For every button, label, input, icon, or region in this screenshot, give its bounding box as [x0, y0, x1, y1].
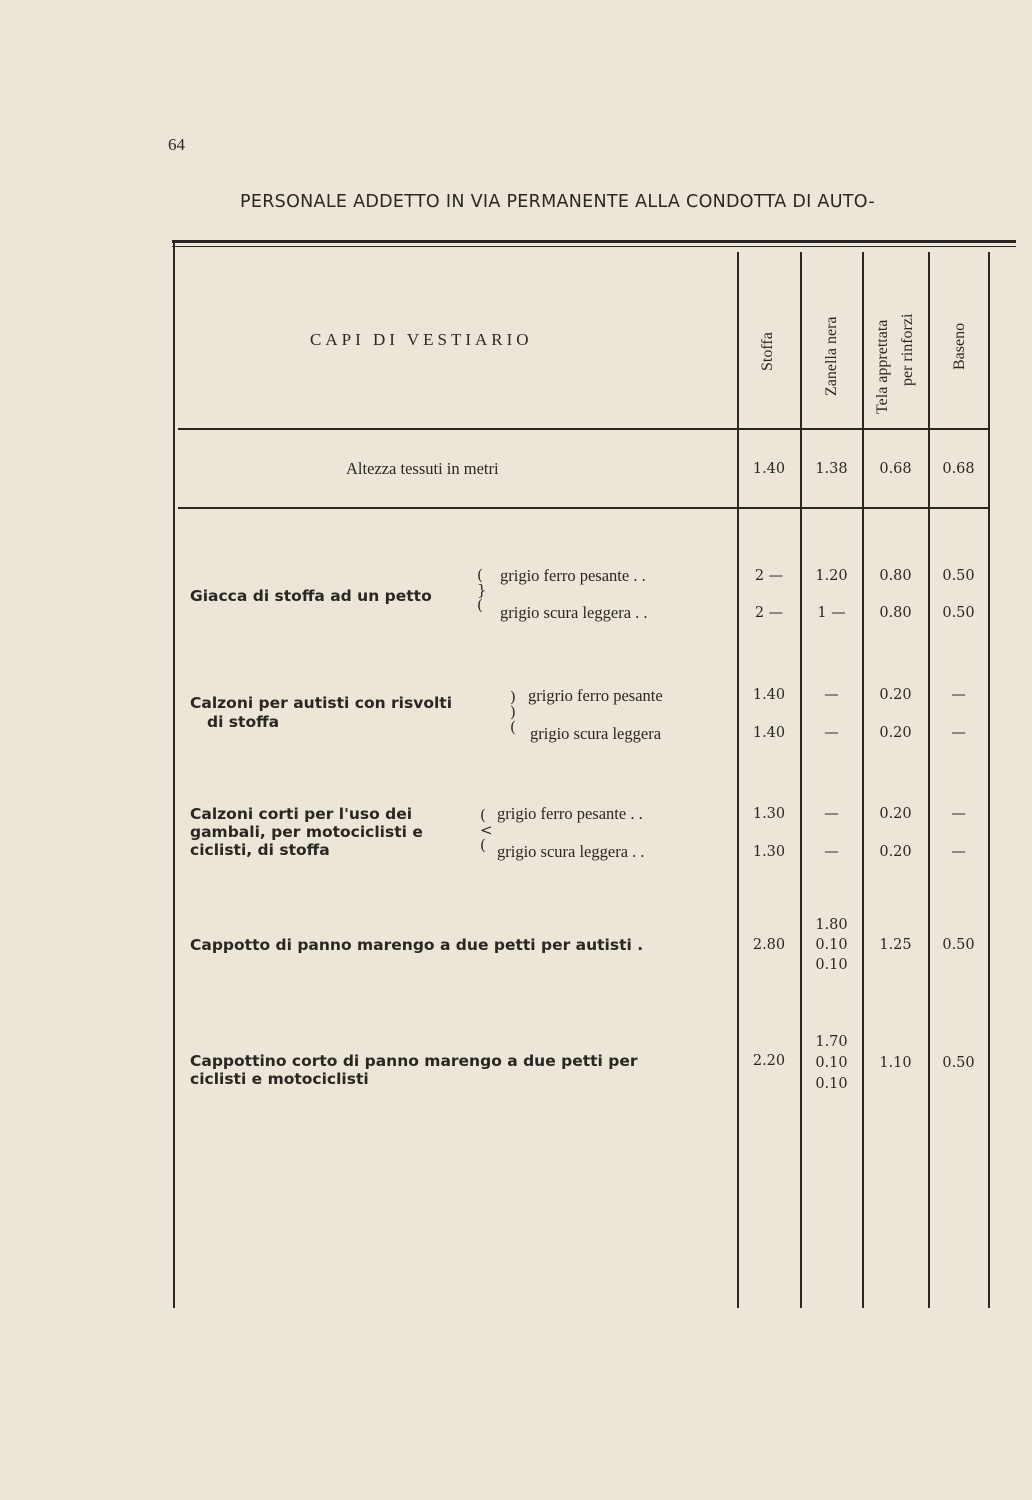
- item-variant: grigio scura leggera . .: [497, 842, 645, 861]
- item-name: Cappotto di panno marengo a due petti per autisti .: [190, 936, 644, 954]
- value-cell: 0.20: [879, 844, 912, 860]
- value-cell: —: [824, 844, 839, 860]
- height-value: 0.68: [942, 461, 975, 477]
- value-cell: 0.50: [942, 937, 975, 953]
- value-cell: 1.25: [879, 937, 912, 953]
- item-variant: grigio scura leggera . .: [500, 603, 648, 622]
- value-cell: 1.40: [752, 687, 786, 703]
- value-cell: 2 —: [754, 605, 784, 621]
- value-cell: 0.50: [942, 568, 975, 584]
- item-name: gambali, per motociclisti e: [190, 823, 423, 841]
- value-cell: 0.10: [815, 957, 848, 973]
- height-value: 0.68: [879, 461, 912, 477]
- item-variant: grigio scura leggera: [530, 724, 662, 743]
- value-cell: 0.50: [942, 605, 975, 621]
- value-cell: —: [951, 725, 966, 741]
- value-cell: 1.70: [815, 1034, 848, 1050]
- column-header-baseno: Baseno: [951, 322, 968, 370]
- height-value: 1.40: [752, 461, 786, 477]
- value-cell: 1.10: [879, 1055, 912, 1071]
- value-cell: 2.20: [752, 1053, 786, 1069]
- value-cell: 1.80: [815, 917, 848, 933]
- value-cell: 0.80: [879, 605, 912, 621]
- item-name: ciclisti e motociclisti: [190, 1070, 369, 1088]
- column-header-tela-2: per rinforzi: [899, 313, 916, 386]
- item-name: ciclisti, di stoffa: [190, 841, 330, 859]
- item-name: Cappottino corto di panno marengo a due petti per: [190, 1052, 638, 1070]
- value-cell: 0.20: [879, 725, 912, 741]
- value-cell: 1.40: [752, 725, 786, 741]
- column-header-capi: CAPI DI VESTIARIO: [310, 330, 533, 349]
- page-number: 64: [168, 135, 185, 154]
- value-cell: —: [951, 806, 966, 822]
- column-header-stoffa: Stoffa: [759, 332, 776, 371]
- item-name: Calzoni corti per l'uso dei: [190, 805, 413, 823]
- value-cell: —: [824, 687, 839, 703]
- column-header-zanella: Zanella nera: [823, 316, 840, 396]
- brace: ) ) (: [510, 688, 516, 736]
- item-name: Calzoni per autisti con risvolti: [190, 694, 453, 712]
- value-cell: —: [951, 844, 966, 860]
- value-cell: 0.20: [879, 687, 912, 703]
- value-cell: 2 —: [754, 568, 784, 584]
- value-cell: 0.50: [942, 1055, 975, 1071]
- brace: ( < (: [480, 806, 493, 854]
- item-name: di stoffa: [207, 713, 280, 731]
- item-variant: grigio ferro pesante . .: [500, 566, 646, 585]
- height-value: 1.38: [815, 461, 848, 477]
- item-variant: grigio ferro pesante . .: [497, 804, 643, 823]
- value-cell: —: [951, 687, 966, 703]
- value-cell: 0.20: [879, 806, 912, 822]
- item-variant: grigrio ferro pesante: [528, 686, 663, 705]
- value-cell: 1.20: [815, 568, 848, 584]
- item-name: Giacca di stoffa ad un petto: [190, 587, 432, 605]
- value-cell: —: [824, 806, 839, 822]
- value-cell: 0.10: [815, 1055, 848, 1071]
- value-cell: 1.30: [752, 806, 786, 822]
- column-header-tela-1: Tela apprettata: [874, 319, 891, 414]
- value-cell: —: [824, 725, 839, 741]
- value-cell: 0.10: [815, 937, 848, 953]
- page-title: PERSONALE ADDETTO IN VIA PERMANENTE ALLA CONDOTTA DI AUTO-: [240, 192, 875, 212]
- value-cell: 2.80: [752, 937, 786, 953]
- brace: ( } (: [477, 566, 487, 614]
- value-cell: 1 —: [817, 605, 846, 621]
- value-cell: 1.30: [752, 844, 786, 860]
- heights-label: Altezza tessuti in metri: [346, 459, 499, 478]
- value-cell: 0.80: [879, 568, 912, 584]
- value-cell: 0.10: [815, 1076, 848, 1092]
